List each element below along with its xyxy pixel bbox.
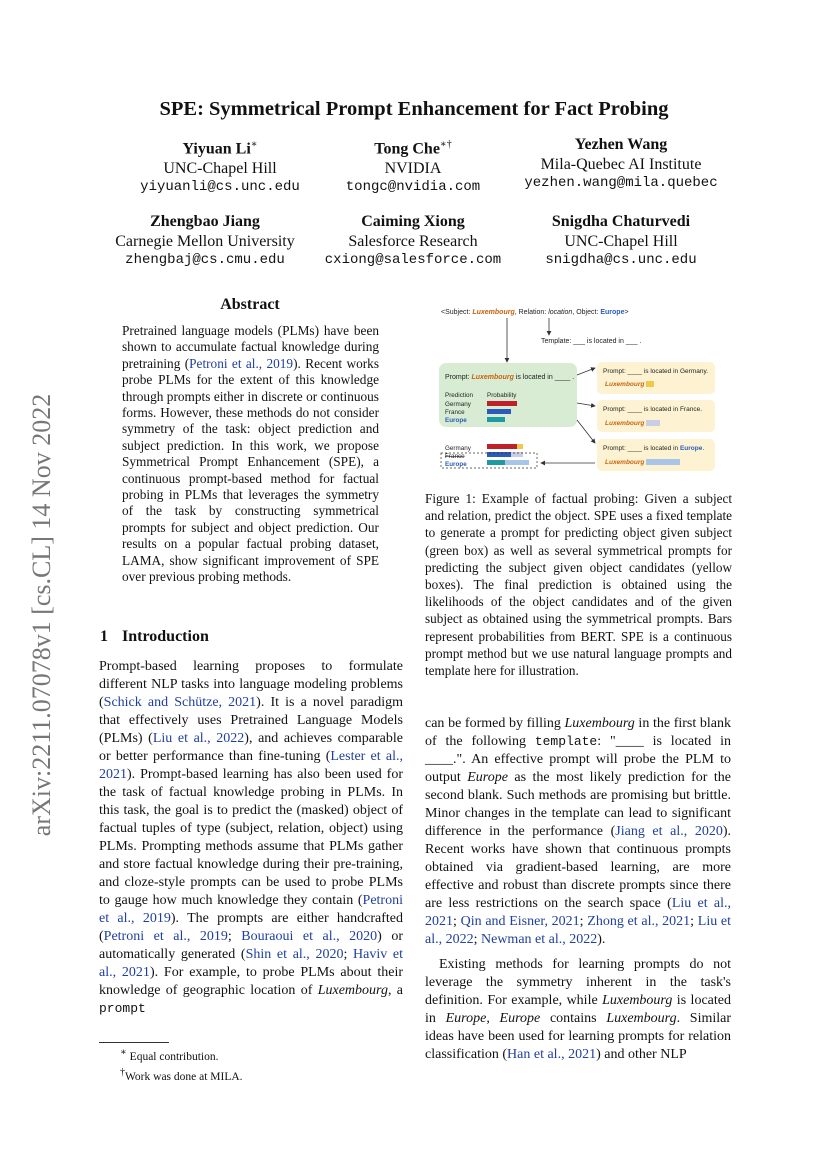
citation-link[interactable]: Han et al., 2021 [507,1047,597,1062]
arrow [577,420,595,443]
right-column-text [425,715,731,1064]
prediction-header: Prediction [445,392,474,399]
author-name: Snigdha Chaturvedi [551,213,691,230]
intro-paragraph [99,658,403,1018]
footnote-text: Work was done at MILA. [125,1070,243,1083]
author-affiliation: UNC-Chapel Hill [163,159,277,177]
body-text: ). For example, to probe PLMs about their knowledge of geographic location of [99,965,403,998]
body-text: ; [453,914,461,929]
probability-bar [646,381,654,387]
body-text: ; [473,932,481,947]
body-text: ) and other NLP [596,1047,687,1062]
author-email: yezhen.wang@mila.quebec [524,175,718,191]
candidate-label: Germany [445,401,471,408]
paper-title: SPE: Symmetrical Prompt Enhancement for Fact Probing [159,98,669,120]
final-candidate: France [445,453,465,460]
subject-prediction-box [597,439,715,471]
author-affiliation: UNC-Chapel Hill [564,232,678,250]
body-text: is located in [425,993,731,1026]
yellow-prompt: Prompt: ____ is located in Germany. [603,368,709,375]
probability-header: Probability [487,392,517,399]
citation-link[interactable]: Shin et al., 2020 [245,947,344,962]
arrow [577,403,595,406]
yellow-subject: Luxembourg [605,420,645,427]
author-name: Tong Che [374,140,440,158]
final-candidate: Europe [445,461,467,468]
citation-link[interactable]: Bouraoui et al., 2020 [241,929,378,944]
template-text: Template: ___ is located in ___ . [541,338,642,345]
author-mark: ∗ [250,139,258,150]
paragraph [425,715,731,949]
section-number: 1 [100,628,108,645]
citation-link[interactable]: Jiang et al., 2020 [615,824,723,839]
author-name: Yiyuan Li [182,140,251,158]
green-prompt: Prompt: Luxembourg is located in ____ . [445,374,575,381]
body-text: as the most likely prediction for the second blank. Such methods are promising but brittle. Minor changes in the template can lead to significant difference in the performance ( [425,770,732,839]
subject-prediction-box [597,362,715,394]
subject-prediction-box [597,400,715,432]
candidate-label: Europe [445,417,467,424]
abstract-text: Pretrained language models (PLMs) have been shown to accumulate factual knowledge during pretraining ( [122,323,379,371]
footnote-text: Equal contribution. [126,1050,219,1063]
body-text: ). Prompt-based learning has also been used for the task of factual knowledge probing in PLMs. In this task, the goal is to predict the (masked) object of factual tuples of type (subject, relation, object) using PLMs. Prompting methods assume that PLMs gather and store factual knowledge during their pre-training, and cloze-style prompts can be used to probe PLMs to gauge how much knowledge they contain ( [99,767,403,908]
code-term: template [534,734,598,749]
author-block [85,212,325,271]
body-text: ). [597,932,606,947]
body-text: , [486,1011,500,1026]
author-affiliation: Carnegie Mellon University [115,232,295,250]
citation-link[interactable]: Newman et al., 2022 [481,932,598,947]
figure-1 [425,300,735,478]
citation-link[interactable]: Schick and Schütze, 2021 [103,695,257,710]
footnote-rule [99,1042,169,1043]
body-text: . Similar ideas have been used for learning prompts for relation classification ( [425,1011,732,1062]
footnotes [120,1045,400,1085]
citation-link[interactable]: Qin and Eisner, 2021 [460,914,580,929]
citation-link[interactable]: Petroni et al., 2019 [103,929,228,944]
citation-link[interactable]: Zhong et al., 2021 [587,914,691,929]
author-mark: ∗† [439,139,452,150]
emphasis: Europe [445,1011,487,1026]
author-email: yiyuanli@cs.unc.edu [140,179,300,196]
section-title: Introduction [122,628,209,645]
author-affiliation: Salesforce Research [348,232,478,250]
body-text: Existing methods for learning prompts do not leverage the symmetry inherent in the task's definition. For example, while [425,957,731,1008]
body-text: ), and achieves comparable or better performance than fine-tuning ( [99,731,403,764]
probability-bar [487,444,517,449]
author-email: cxiong@salesforce.com [324,252,502,268]
figure-diagram [425,300,735,478]
author-block [501,212,741,271]
yellow-prompt: Prompt: ____ is located in Europe. [603,445,705,452]
probability-bar [487,417,505,422]
citation-link[interactable]: Lester et al., 2021 [99,749,403,782]
author-affiliation: Mila-Quebec AI Institute [540,155,702,173]
body-text: ). It is a novel paradigm that effectively uses Pretrained Language Models (PLMs) ( [99,695,403,746]
author-block [293,212,533,271]
probability-bar [646,420,660,426]
citation-link[interactable]: Liu et al., 2022 [425,914,732,947]
author-block [293,135,533,198]
yellow-subject: Luxembourg [605,459,645,466]
yellow-subject: Luxembourg [605,381,645,388]
footnote-mark: † [120,1066,125,1078]
probability-bar [517,444,523,449]
author-affiliation: NVIDIA [384,159,442,177]
body-text: Prompt-based learning proposes to formulate different NLP tasks into language modeling problems ( [99,659,403,710]
emphasis: Luxembourg [606,1011,677,1026]
author-block [501,135,741,194]
code-term: prompt [99,1001,146,1016]
abstract-text: ). Recent works probe PLMs for the extent of this knowledge through prompts either in discrete or continuous forms. However, these methods do not consider symmetry of the task: object prediction and subject prediction. In this work, we propose Symmetrical Prompt Enhancement (SPE), a continuous prompt-based method for factual probing in PLMs that leverages the symmetry of the task by constructing symmetrical prompts for subject and object prediction. Our results on a popular factual probing dataset, LAMA, show significant improvement of SPE over previous probing methods. [122,355,379,585]
body-text: ). The prompts are either handcrafted ( [99,911,403,944]
probability-bar [505,460,529,465]
paragraph [425,956,731,1064]
citation-link[interactable]: Haviv et al., 2021 [99,947,404,980]
body-text: can be formed by filling [425,716,565,731]
body-text: ; [227,929,242,944]
arxiv-sidebar-stamp [22,355,62,875]
body-text: ; [579,914,588,929]
author-name: Yezhen Wang [574,136,668,153]
emphasis: Luxembourg [564,716,635,731]
citation-link[interactable]: Liu et al., 2022 [152,731,245,746]
emphasis: Europe [499,1011,541,1026]
body-text: , a [387,983,403,998]
author-email: tongc@nvidia.com [345,179,481,196]
emphasis: Europe [467,770,508,785]
citation-link[interactable]: Petroni et al., 2019 [99,893,403,926]
body-text: contains [540,1011,607,1026]
probability-bar [487,401,517,406]
probability-bar [487,460,505,465]
emphasis: Luxembourg [602,993,673,1008]
body-text: ; [690,914,698,929]
yellow-prompt: Prompt: ____ is located in France. [603,406,702,413]
body-text: ). Recent works have shown that continuous prompts obtained via gradient-based learning, are more effective and robust than discrete prompts since there are less restrictions on the search space ( [425,824,731,911]
body-text: ; [343,947,354,962]
body-text: : "____ is located in ____.". An effective prompt will probe the PLM to output [425,734,731,785]
figure-caption: Figure 1: Example of factual probing: Given a subject and relation, predict the object. SPE uses a fixed template to generate a prompt for predicting object given subject (green box) as well as several symmetrical prompts for predicting the subject given object candidates (yellow boxes). The final prediction is obtained using the likelihoods of the object candidates and of the given subject as obtained using the symmetrical prompts. Bars represent probabilities from BERT. SPE is a continuous prompt method but we use natural language prompts and template here for illustration. [425,491,732,679]
author-email: snigdha@cs.unc.edu [545,252,697,268]
candidate-label: France [445,409,465,416]
author-email: zhengbaj@cs.cmu.edu [125,252,285,268]
footnote-mark: ∗ [120,1047,127,1058]
arxiv-id: arXiv:2211.07078v1 [cs.CL] 14 Nov 2022 [27,393,56,837]
abstract-heading: Abstract [220,296,280,313]
section-heading [100,628,209,646]
probability-bar [487,409,511,414]
triple-text: <Subject: Luxembourg, Relation: location, Object: Europe> [441,309,629,316]
author-name: Zhengbao Jiang [150,213,260,230]
body-text: ) or automatically generated ( [99,929,404,962]
final-candidate: Germany [445,445,471,452]
emphasis: Luxembourg [317,983,388,998]
arrow [577,368,595,375]
probability-bar [646,459,680,465]
author-name: Caiming Xiong [361,213,465,230]
citation-link[interactable]: Petroni et al., 2019 [189,355,294,371]
abstract-body [122,323,379,586]
body-text: in the first blank of the following [425,716,731,749]
citation-link[interactable]: Liu et al., 2021 [425,896,732,929]
